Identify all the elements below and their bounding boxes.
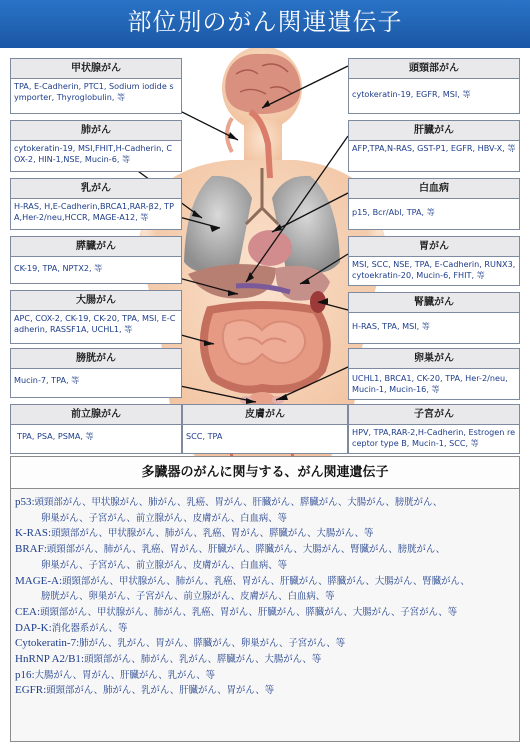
organ-genes: SCC, TPA [186, 431, 223, 441]
separator: : [59, 575, 63, 587]
gene-organs: 消化器系がん、等 [51, 622, 128, 634]
organ-box-liver [348, 120, 520, 172]
organ-genes: cytokeratin-19, EGFR, MSI, 等 [352, 89, 471, 99]
organ-box-ovary [348, 348, 520, 400]
organ-box-kidney [348, 292, 520, 344]
organ-box-colon [10, 290, 182, 344]
gene-organs: 頭頸部がん、甲状腺がん、肺がん、乳癌、胃がん、肝臓がん、膵臓がん、大腸がん、子宮がん、等 [40, 606, 458, 618]
separator: : [43, 544, 47, 556]
organ-title: 膵臓がん [11, 237, 181, 257]
organ-genes: TPA, E-Cadherin, PTC1, Sodium iodide symporter, Thyroglobulin, 等 [14, 81, 174, 102]
list-item [15, 542, 513, 558]
list-item [15, 652, 513, 668]
gene-name: BRAF [15, 543, 44, 556]
gene-name: EGFR [15, 684, 44, 697]
organ-genes: APC, COX-2, CK-19, CK-20, TPA, MSI, E-Cadherin, RASSF1A, UCHL1, 等 [14, 313, 176, 334]
list-item [15, 636, 513, 652]
gene-organs: 頭頸部がん、肺がん、乳がん、肝臓がん、胃がん、等 [46, 685, 275, 697]
organ-title: 子宮がん [349, 405, 519, 425]
list-item-continued: 膀胱がん、卵巣がん、子宮がん、前立腺がん、皮膚がん、白血病、等 [41, 591, 335, 603]
separator: : [43, 685, 47, 697]
organ-genes: MSI, SCC, NSE, TPA, E-Cadherin, RUNX3, cytoekratin-20, Mucin-6, FHIT, 等 [352, 259, 516, 280]
organ-title: 肺がん [11, 121, 181, 141]
page-title: 部位別のがん関連遺伝子 [0, 0, 530, 48]
organ-box-thyroid [10, 58, 182, 114]
gene-list [11, 489, 519, 699]
gene-organs: 頭頸部がん、肺がん、乳癌、胃がん、肝臓がん、膵臓がん、大腸がん、腎臓がん、膀胱がん、 [46, 544, 446, 556]
separator: : [80, 654, 85, 666]
organ-box-stomach [348, 236, 520, 286]
organ-box-bladder [10, 348, 182, 398]
organ-title: 腎臓がん [349, 293, 519, 313]
list-item [15, 668, 513, 684]
gene-organs: 頭頸部がん、甲状腺がん、肺がん、乳癌、胃がん、肝臓がん、膵臓がん、大腸がん、腎臓がん、 [62, 575, 470, 587]
organ-title: 膀胱がん [11, 349, 181, 369]
organ-genes: UCHL1, BRCA1, CK-20, TPA, Her-2/neu, Mucin-1, Mucin-16, 等 [352, 373, 508, 394]
organ-box-prostate [10, 404, 182, 454]
separator: : [31, 497, 35, 508]
gene-organs: 大腸がん、胃がん、肝臓がん、乳がん、等 [34, 669, 216, 681]
organ-title: 胃がん [349, 237, 519, 257]
gene-organs: 頭頸部がん、肺がん、乳がん、膵臓がん、大腸がん、等 [84, 654, 322, 666]
organ-box-pancreas [10, 236, 182, 284]
brain-icon [225, 54, 300, 114]
organ-title: 乳がん [11, 179, 181, 199]
separator: : [76, 638, 80, 650]
gene-organs: 肺がん、乳がん、胃がん、膵臓がん、卵巣がん、子宮がん、等 [79, 638, 346, 650]
gene-name: MAGE-A [15, 574, 59, 587]
list-item [15, 526, 513, 542]
anatomy-panel [0, 48, 530, 458]
organ-box-leukemia [348, 178, 520, 230]
list-item-continued: 卵巣がん、子宮がん、前立腺がん、皮膚がん、白血病、等 [41, 512, 288, 524]
organ-genes: HPV, TPA,RAR-2,H-Cadherin, Estrogen receptor type B, Mucin-1, SCC, 等 [352, 427, 516, 448]
organ-title: 甲状腺がん [11, 59, 181, 79]
organ-title: 頭頸部がん [349, 59, 519, 79]
gene-name: p16 [15, 668, 32, 681]
organ-box-skin [182, 404, 348, 454]
gene-name: CEA [15, 605, 37, 618]
organ-box-breast [10, 178, 182, 230]
organ-genes: H-RAS, H,E-Cadherin,BRCA1,RAR-β2, TPA,Her-2/neu,HCCR, MAGE-A12, 等 [14, 201, 174, 222]
organ-genes: Mucin-7, TPA, 等 [14, 375, 80, 385]
multi-organ-panel [10, 456, 520, 742]
organ-genes: H-RAS, TPA, MSI, 等 [352, 321, 430, 331]
separator: : [31, 669, 35, 681]
list-item [15, 605, 513, 621]
organ-box-headneck [348, 58, 520, 114]
gene-name: DAP-K [15, 621, 49, 634]
gene-name: HnRNP A2/B1 [15, 653, 81, 666]
gene-organs: 頭頸部がん、甲状腺がん、肺がん、乳癌、胃がん、肝臓がん、膵臓がん、大腸がん、膀胱がん、 [34, 497, 443, 508]
organ-title: 肝臓がん [349, 121, 519, 141]
organ-title: 皮膚がん [183, 405, 347, 425]
organ-title: 前立腺がん [11, 405, 181, 425]
gene-name: K-RAS [15, 527, 49, 540]
list-item [15, 495, 513, 511]
organ-genes: CK-19, TPA, NPTX2, 等 [14, 263, 103, 273]
organ-box-uterus [348, 404, 520, 454]
organ-genes: p15, Bcr/Abl, TPA, 等 [352, 207, 435, 217]
organ-genes: cytokeratin-19, MSI,FHIT,H-Cadherin, COX-2, HIN-1,NSE, Mucin-6, 等 [14, 143, 173, 164]
organ-box-lung [10, 120, 182, 172]
gene-name: Cytokeratin-7 [15, 637, 77, 650]
separator: : [37, 606, 41, 618]
organ-title: 大腸がん [11, 291, 181, 311]
list-item [15, 683, 513, 699]
organ-title: 卵巣がん [349, 349, 519, 369]
multi-organ-title: 多臓器のがんに関与する、がん関連遺伝子 [11, 457, 519, 489]
gene-name: p53 [15, 496, 32, 508]
organ-genes: TPA, PSA, PSMA, 等 [17, 431, 94, 441]
list-item-continued: 卵巣がん、子宮がん、前立腺がん、皮膚がん、白血病、等 [41, 559, 288, 571]
list-item [15, 574, 513, 590]
separator: : [48, 622, 52, 634]
organ-genes: AFP,TPA,N-RAS, GST-P1, EGFR, HBV-X, 等 [352, 143, 516, 153]
separator: : [48, 528, 52, 540]
gene-organs: 頭頸部がん、甲状腺がん、肺がん、乳癌、胃がん、膵臓がん、大腸がん、等 [51, 528, 374, 540]
list-item [15, 621, 513, 637]
organ-title: 白血病 [349, 179, 519, 199]
